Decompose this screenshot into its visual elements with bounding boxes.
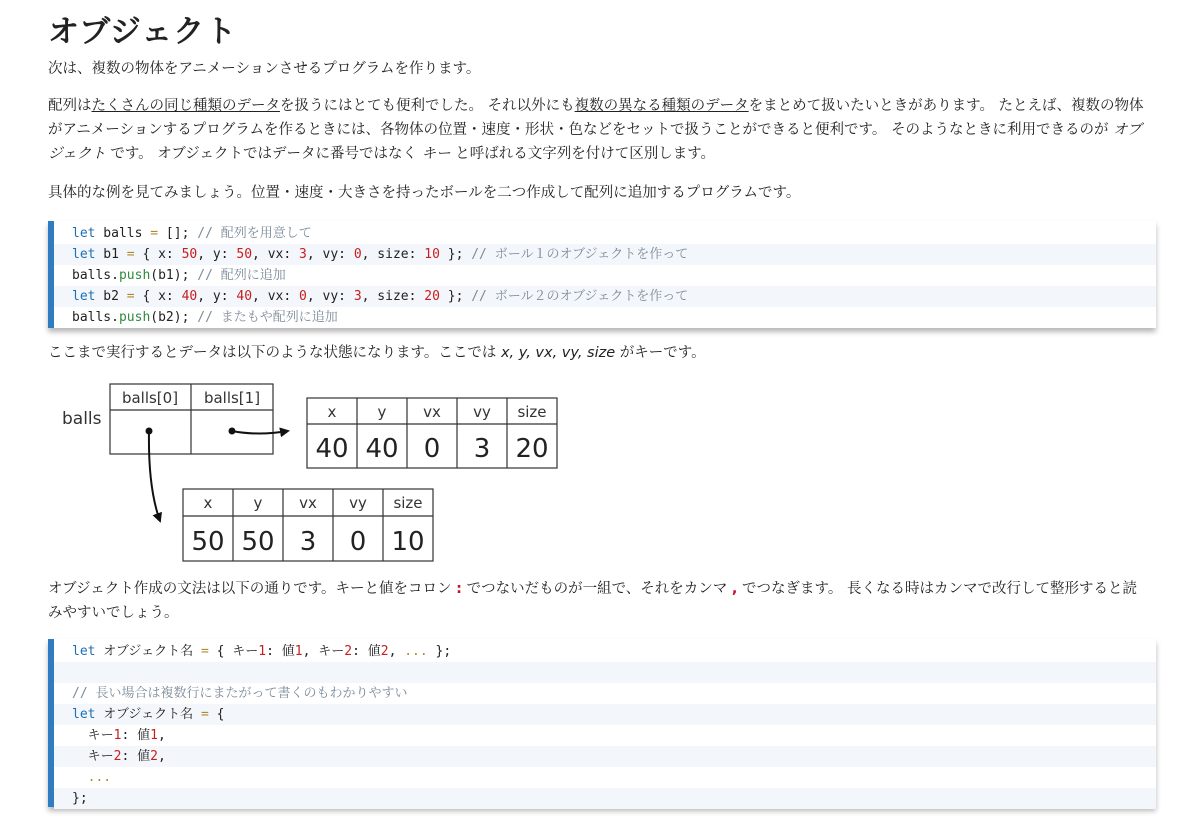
- code-line: [54, 683, 1156, 704]
- code-text: ,: [157, 728, 166, 743]
- code-text: , キー: [302, 644, 345, 659]
- colon-symbol: :: [456, 581, 462, 597]
- operator: =: [200, 644, 209, 659]
- code-line: [54, 725, 1156, 746]
- code-line: [54, 788, 1156, 809]
- code-text: [];: [158, 226, 198, 241]
- italic-term: オブジェクト: [48, 122, 1142, 162]
- code-text: {: [208, 707, 225, 722]
- code-text: { x:: [134, 289, 182, 304]
- code-text: オブジェクト名: [95, 644, 201, 659]
- diagram-svg: [48, 378, 608, 568]
- comment: // ボール２のオブジェクトを作って: [471, 289, 689, 304]
- ellipsis: ...: [72, 770, 112, 785]
- array-header-0: balls[0]: [121, 389, 179, 407]
- b2-value-vx: 0: [423, 434, 441, 464]
- b2-key-x: x: [327, 403, 337, 421]
- code-line: [54, 265, 1156, 286]
- code-text: , vy:: [306, 289, 354, 304]
- italic-keys: x, y, vx, vy, size: [500, 345, 616, 361]
- code-text: balls.: [72, 310, 119, 325]
- code-line-blank: [54, 662, 1156, 683]
- code-line: [54, 286, 1156, 307]
- state-paragraph: [48, 341, 706, 365]
- code-text: { x:: [134, 247, 182, 262]
- code-line: [54, 746, 1156, 767]
- ellipsis: ...: [404, 644, 428, 659]
- code-line: [54, 641, 1156, 662]
- b1-key-x: x: [203, 494, 213, 512]
- b2-key-size: size: [517, 403, 547, 421]
- italic-term: キー: [421, 146, 451, 162]
- code-text: キー: [72, 749, 114, 764]
- b2-key-vx: vx: [423, 403, 441, 421]
- b1-value-y: 50: [241, 527, 275, 557]
- number: 20: [424, 289, 440, 304]
- code-line: [54, 307, 1156, 328]
- code-text: (b2);: [150, 310, 198, 325]
- b1-key-vx: vx: [299, 494, 317, 512]
- operator: =: [126, 289, 135, 304]
- b1-value-vx: 3: [299, 527, 317, 557]
- b1-value-size: 10: [391, 527, 425, 557]
- code-text: , size:: [361, 289, 425, 304]
- comment: // またもや配列に追加: [197, 310, 338, 325]
- pointer-arrow-to-b2: [232, 431, 288, 434]
- code-text: キー: [72, 728, 114, 743]
- comment: // 配列を用意して: [197, 226, 312, 241]
- code-line: [54, 223, 1156, 244]
- code-text: : 値: [121, 728, 151, 743]
- number: 1: [150, 728, 158, 743]
- operator: =: [200, 707, 209, 722]
- code-block-example: [48, 221, 1156, 328]
- underlined-phrase: たくさんの同じ種類のデータ: [91, 98, 280, 114]
- code-text: b2: [95, 289, 127, 304]
- number: 3: [299, 247, 307, 262]
- text: を扱うにはとても便利でした。 それ以外にも: [280, 98, 575, 114]
- comment: // ボール１のオブジェクトを作って: [471, 247, 689, 262]
- b1-value-x: 50: [191, 527, 225, 557]
- code-text: };: [72, 791, 88, 806]
- code-text: : 値: [352, 644, 381, 659]
- keyword: let: [72, 644, 96, 659]
- number: 2: [344, 644, 353, 659]
- code-text: ,: [157, 749, 166, 764]
- code-block-syntax: [48, 639, 1156, 807]
- number: 2: [380, 644, 389, 659]
- number: 3: [353, 289, 362, 304]
- text: と呼ばれる文字列を付けて区別します。: [450, 146, 716, 162]
- number: 10: [424, 247, 440, 262]
- code-text: , vy:: [306, 247, 354, 262]
- keyword: let: [72, 707, 96, 722]
- operator: =: [150, 226, 159, 241]
- text: です。 オブジェクトではデータに番号ではなく: [105, 146, 422, 162]
- comment: // 配列に追加: [197, 268, 286, 283]
- code-line: [54, 244, 1156, 265]
- array-header-1: balls[1]: [203, 389, 261, 407]
- code-text: , size:: [361, 247, 425, 262]
- number: 0: [353, 247, 362, 262]
- keyword: let: [72, 247, 96, 262]
- code-text: balls: [95, 226, 151, 241]
- number: 2: [150, 749, 158, 764]
- function-name: push: [118, 310, 151, 325]
- underlined-phrase: 複数の異なる種類のデータ: [574, 98, 749, 114]
- text: ここまで実行するとデータは以下のような状態になります。ここでは: [48, 345, 501, 361]
- number: 1: [258, 644, 267, 659]
- comment: // 長い場合は複数行にまたがって書くのもわかりやすい: [72, 686, 408, 701]
- number: 40: [181, 289, 198, 304]
- number: 40: [236, 289, 253, 304]
- code-text: , y:: [197, 289, 237, 304]
- b1-key-size: size: [393, 494, 423, 512]
- code-text: , vx:: [252, 289, 300, 304]
- b1-value-vy: 0: [349, 527, 367, 557]
- code-text: };: [439, 289, 472, 304]
- code-text: };: [427, 644, 452, 659]
- text: をまとめて扱いたいときがあります。 たとえば、複数の物体がアニメーションするプログラムを作るときには、各物体の位置・速度・形状・色などをセットで扱うことができると便利です。 そのようなときに利用できるのが: [48, 98, 1144, 138]
- objects-explanation-paragraph: [48, 94, 1148, 166]
- number: 2: [113, 749, 122, 764]
- code-text: ,: [388, 644, 405, 659]
- text: 配列は: [48, 98, 92, 114]
- array-object-diagram: [48, 378, 608, 568]
- b1-key-y: y: [253, 494, 263, 512]
- b2-key-y: y: [377, 403, 387, 421]
- pointer-arrow-to-b1: [149, 431, 160, 521]
- comma-symbol: ,: [731, 581, 738, 597]
- code-line: [54, 704, 1156, 725]
- b2-value-y: 40: [365, 434, 399, 464]
- text: オブジェクト作成の文法は以下の通りです。キーと値をコロン: [48, 581, 457, 597]
- text: でつなぎます。 長くなる時はカンマで改行して整形すると読みやすいでしょう。: [48, 581, 1137, 621]
- operator: =: [126, 247, 135, 262]
- b2-value-vy: 3: [473, 434, 491, 464]
- b2-key-vy: vy: [473, 403, 491, 421]
- code-text: オブジェクト名: [95, 707, 201, 722]
- number: 50: [236, 247, 253, 262]
- code-text: balls.: [72, 268, 119, 283]
- number: 0: [299, 289, 307, 304]
- function-name: push: [118, 268, 151, 283]
- balls-variable-label: balls: [62, 409, 102, 429]
- code-text: { キー: [208, 644, 259, 659]
- code-text: };: [439, 247, 472, 262]
- keyword: let: [72, 226, 96, 241]
- code-text: (b1);: [150, 268, 198, 283]
- b2-value-x: 40: [315, 434, 349, 464]
- intro-paragraph: 次は、複数の物体をアニメーションさせるプログラムを作ります。: [48, 61, 481, 77]
- page-title: オブジェクト: [48, 14, 238, 50]
- code-text: , vx:: [252, 247, 300, 262]
- number: 50: [181, 247, 198, 262]
- number: 1: [113, 728, 122, 743]
- keyword: let: [72, 289, 96, 304]
- code-text: : 値: [266, 644, 295, 659]
- example-intro-paragraph: 具体的な例を見てみましょう。位置・速度・大きさを持ったボールを二つ作成して配列に追加するプログラムです。: [48, 185, 801, 201]
- syntax-paragraph: [48, 577, 1148, 625]
- b2-value-size: 20: [515, 434, 549, 464]
- number: 1: [294, 644, 303, 659]
- code-text: : 値: [121, 749, 151, 764]
- code-text: , y:: [197, 247, 237, 262]
- text: がキーです。: [615, 345, 706, 361]
- code-line: [54, 767, 1156, 788]
- text: でつないだものが一組で、それをカンマ: [461, 581, 732, 597]
- code-text: b1: [95, 247, 127, 262]
- b1-key-vy: vy: [349, 494, 367, 512]
